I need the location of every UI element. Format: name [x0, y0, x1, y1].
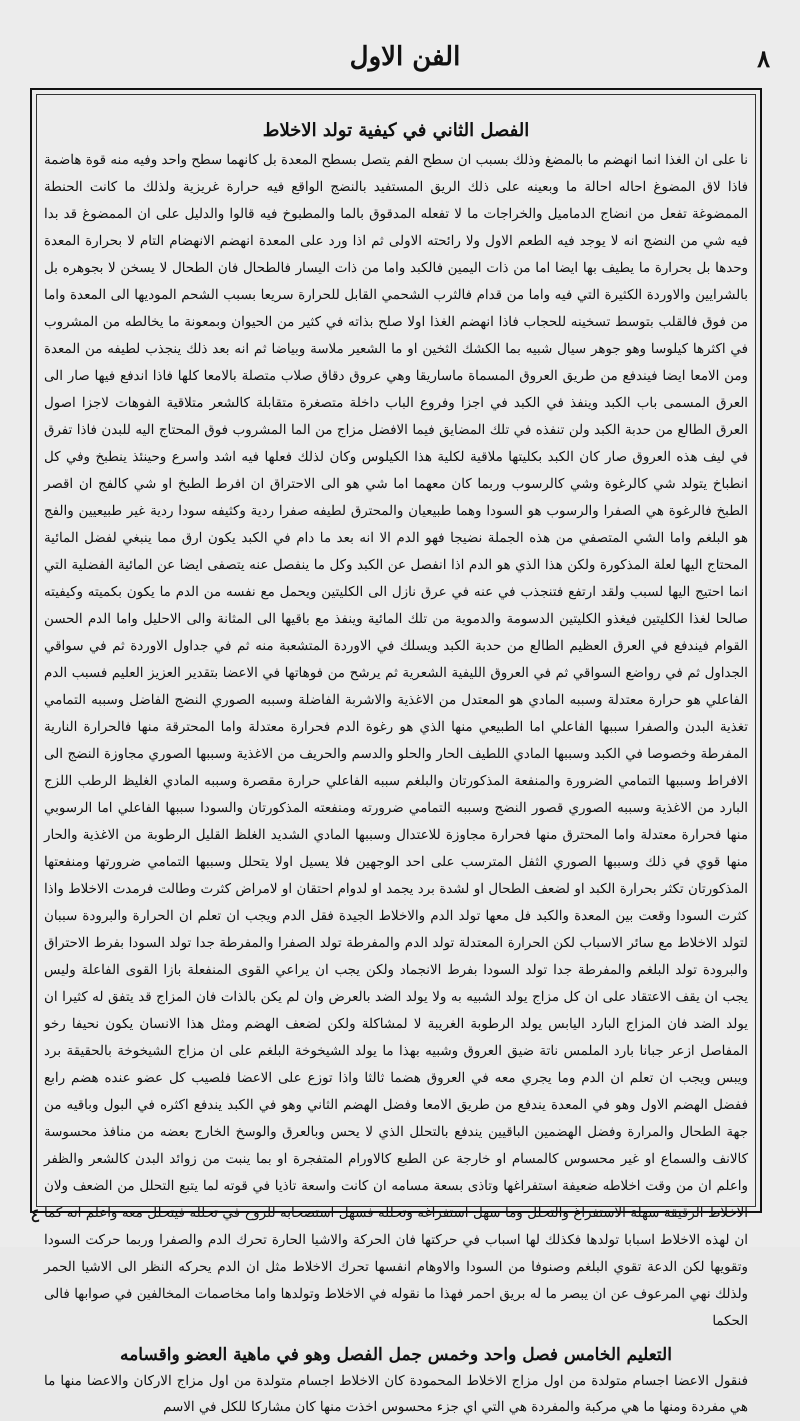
lesson-heading: التعليم الخامس فصل واحد وخمس جمل الفصل وهو في ماهية العضو واقسامه [120, 1345, 672, 1365]
lesson-body: فنقول الاعضا اجسام متولدة من اول مزاج الاخلاط المحمودة كان الاخلاط اجسام متولدة من اول مزاج الاركان والاعضا منها ما هي مفردة ومنها ما هي مركبة والمفردة هي التي اي جزء محسوس اخذت منها كان مشاركا للكل في الاسم [44, 1374, 748, 1415]
section-heading: الفصل الثاني في كيفية تولد الاخلاط [262, 120, 530, 141]
page-number-top: ٨ [757, 44, 770, 73]
section-body: نا على ان الغذا انما انهضم ما بالمضغ وذلك بسبب ان سطح الفم يتصل بسطح المعدة بل كانهما سطح واحد وفيه منه قوة هاضمة فاذا لاق المضوغ احاله احالة ما وبعينه على ذلك الريق المستفيد بالنضج الواقع فيه حرارة غريزية ولذلك ما كانت الحنطة الممضوغة تفعل من انضاج الدماميل والخراجات ما لا تفعله المدقوق بالما والمطبوخ فيه قالوا والدليل على ان الممضوغ قد بدا فيه شي من النضج انه لا يوجد فيه الطعم الاول ولا رائحته الاولى ثم اذا ورد على المعدة انهضم الانهضام التام لا بحرارة المعدة وحدها بل بحرارة ما يطيف بها ايضا اما من ذات اليمين فالكبد واما من ذات اليسار فالطحال فان الطحال لا يسخن لا بجوهره بل بالشرايين والاوردة الكثيرة التي فيه واما من قدام فالثرب الشحمي القابل للحرارة سريعا بسبب الشحم الموديها الى المعدة واما من فوق فالقلب بتوسط تسخينه للحجاب فاذا انهضم الغذا اولا صلح بذاته في كثير من الحيوان وبمعونة ما يخالطه من المشروب في اكثرها كيلوسا وهو جوهر سيال شبيه بما الكشك الثخين او ما الشعير ملاسة وبياضا ثم انه بعد ذلك ينجذب لطيفه من المعدة ومن الامعا ايضا فيندفع من طريق العروق المسماة ماساريقا وهي عروق دقاق صلاب متصلة بالامعا كلها فاذا اندفع فيها صار الى العرق المسمى باب الكبد وينفذ في الكبد في اجزا وفروع الباب داخلة متصغرة متقابلة كالشعر متلاقية الفوهات لاجزا اصول العرق الطالع من حدبة الكبد ولن تنفذه في تلك المضايق فيما الافضل مزاج من الما المشروب فوق المحتاج اليه للبدن فاذا تفرق في ليف هذه العروق صار كان الكبد بكليتها ملاقية لكلية هذا الكيلوس وكان لذلك فعلها فيه اشد واسرع وحينئذ ينطبخ وفي كل انطباخ يتولد شي كالرغوة وشي كالرسوب وربما كان معهما اما شي هو الى الاحتراق ان افرط الطبخ او شي كالفج ان اقصر الطبخ فالرغوة هي الصفرا والرسوب هو السودا وهما طبيعيان والمحترق لطيفه صفرا ردية وكثيفه سودا ردية غير طبيعيين والفج هو البلغم واما الشي المتصفي من هذه الجملة نضيجا فهو الدم الا انه بعد ما دام في الكبد يكون ارق مما ينبغي لفضل المائية المحتاج اليها لعلة المذكورة ولكن هذا الذي هو الدم اذا انفصل عن الكبد وكل ما ينفصل عنه يتصفى ايضا عن المائية الفضلية التي انما احتيج اليها لسبب ولقد ارتفع فتنجذب في عنه في عرق نازل الى الكليتين ويحمل مع نفسه من الدم ما يكون بكميته وكيفيته صالحا لغذا الكليتين فيغذو الكليتين الدسومة والدموية من تلك المائية وينفذ مع باقيها الى المثانة والى الاحليل واما الدم الحسن القوام فيندفع في العرق العظيم الطالع من حدبة الكبد ويسلك في الاوردة المتشعبة منه ثم في جداول الاوردة ثم في سواقي الجداول ثم في رواضع السواقي ثم في العروق الليفية الشعرية ثم يرشح من فوهاتها في الاعضا بتقدير العزيز العليم فسبب الدم الفاعلي هو حرارة معتدلة وسببه المادي هو المعتدل من الاغذية والاشربة الفاضلة وسببه الصوري النضج الفاضل وسببه التمامي تغذية البدن والصفرا سببها الفاعلي اما الطبيعي منها الذي هو رغوة الدم فحرارة معتدلة واما المحترقة منها فالحرارة النارية المفرطة وخصوصا في الكبد وسببها المادي اللطيف الحار والحلو والدسم والحريف من الاغذية وسببها الصوري مجاوزة النضج الى الافراط وسببها التمامي الضرورة والمنفعة المذكورتان والبلغم سببه الفاعلي حرارة مقصرة وسببه المادي الغليظ الرطب اللزج البارد من الاغذية وسببه الصوري قصور النضج وسببه التمامي ضرورته ومنفعته المذكورتان والسودا سببها الفاعلي اما الرسوبي منها فحرارة معتدلة واما المحترق منها فحرارة مجاوزة للاعتدال وسببها المادي الشديد الغلظ القليل الرطوبة من الاغذية والحار منها قوي في ذلك وسببها الصوري الثفل المترسب على احد الوجهين فلا يسيل اولا يتحلل وسببها التمامي ضرورتها ومنفعتها المذكورتان تكثر بحرارة الكبد او لضعف الطحال او لشدة برد يجمد او لدوام احتقان او لامراض كثرت وطالت فرمدت الاخلاط واذا كثرت السودا وقعت بين المعدة والكبد فل معها تولد الدم والاخلاط الجيدة فقل الدم ويجب ان تعلم ان الحرارة والبرودة سببان لتولد الاخلاط مع سائر الاسباب لكن الحرارة المعتدلة تولد الدم والمفرطة تولد الصفرا والمفرطة جدا تولد السودا بفرط الاحتراق والبرودة تولد البلغم والمفرطة جدا تولد السودا بفرط الانجماد ولكن يجب ان يراعي القوى المنفعلة بازا القوى الفاعلة وليس يجب ان يقف الاعتقاد على ان كل مزاج يولد الشبيه به ولا يولد الضد بالعرض وان لم يكن بالذات فان المزاج قد يتفق له كثيرا ان يولد الضد فان المزاج البارد اليابس يولد الرطوبة الغريبة لا لمشاكلة ولكن لضعف الهضم ومثل هذا الانسان يكون نحيفا رخو المفاصل ازعر جبانا بارد الملمس ناتة ضيق العروق وشبيه بهذا ما يولد الشيخوخة البلغم على ان مزاج الشيخوخة بالحقيقة برد ويبس ويجب ان تعلم ان الدم وما يجري معه في العروق هضما ثالثا واذا توزع على الاعضا فلصيب كل عضو عنده هضم رابع ففضل الهضم الاول وهو في المعدة يندفع من طريق الامعا وفضل الهضم الثاني وهو في الكبد يندفع اكثره في البول وباقيه من جهة الطحال والمرارة وفضل الهضمين الباقيين يندفع بالتحلل الذي لا يحس وبالعرق والوسخ الخارج بعضه من منافذ محسوسة كالانف والسماع او غير محسوس كالمسام او خارجة عن الطبع كالاورام المتفجرة او بما ينبت من زوائد البدن كالشعر والظفر واعلم ان من وقت اخلاطه ضعيفة استفراغها وتاذى بسعة مسامه ان كانت واسعة تاذيا في قوته لما يتبع التحلل من الضعف ولان الاخلاط الرقيقة سهلة الاستفراغ والتحلل وما سهل استفراغه وتحلله فسهل استصحابه للروح في تحلله فيتحلل معه واعلم انه كما ان لهذه الاخلاط اسبابا تولدها فكذلك لها اسباب في حركتها فان الحركة والاشيا الحارة تحرك الدم والصفرا وربما حركت السودا وتقويها لكن الدعة تقوي البلغم وصنوفا من السودا والاوهام انفسها تحرك الاخلاط مثل ان الدم يحركه النظر الى الاشيا الحمر ولذلك نهي المرعوف عن ان يبصر ما له بريق احمر فهذا ما نقوله في الاخلاط وتولدها واما مخاصمات المخالفين في صوابها فالى الحكما [44, 153, 748, 1329]
page-number-bottom: ٤ [30, 1203, 41, 1227]
page-content [44, 120, 748, 1415]
running-title: الفن الاول [349, 42, 461, 72]
text-frame [30, 88, 762, 1415]
page-header [40, 42, 770, 82]
